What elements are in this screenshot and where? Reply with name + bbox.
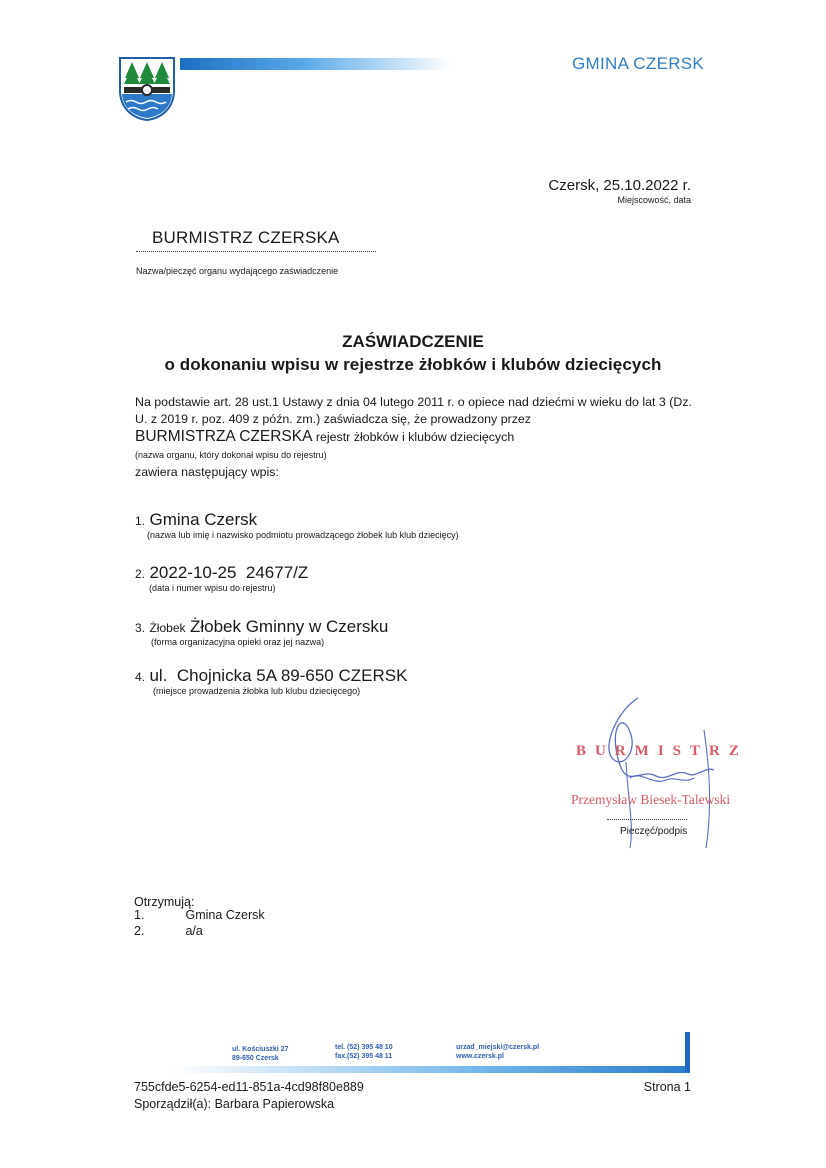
entry-value: ul. Chojnicka 5A 89-650 CZERSK <box>149 666 408 685</box>
entry-number: 3. <box>135 621 146 635</box>
issuer-caption: Nazwa/pieczęć organu wydającego zaświadczenie <box>136 266 339 276</box>
recipient-name: a/a <box>185 924 203 938</box>
footer-phone-line: tel. (52) 395 48 10 <box>335 1044 393 1051</box>
entry-number: 4. <box>135 670 146 684</box>
recipient-row <box>134 908 265 922</box>
entry-3 <box>135 617 388 647</box>
recipient-number: 2. <box>134 924 145 938</box>
footer-website[interactable]: www.czersk.pl <box>456 1053 504 1060</box>
municipal-coat-of-arms <box>118 56 176 122</box>
place-date-caption: Miejscowość, data <box>617 195 691 205</box>
footer-address <box>232 1045 288 1063</box>
footer-phone-line: fax.(52) 395 48 11 <box>335 1053 393 1060</box>
footer-gradient-bar <box>170 1066 690 1073</box>
footer-address-line: 89-650 Czersk <box>232 1055 279 1062</box>
entry-number: 1. <box>135 514 146 528</box>
issuer-dotted-line <box>136 251 376 252</box>
signature-dotted-line <box>607 819 687 820</box>
recipient-name: Gmina Czersk <box>185 908 265 922</box>
prepared-by: Sporządził(a): Barbara Papierowska <box>134 1097 335 1111</box>
entry-2 <box>135 563 308 593</box>
entry-value: Żłobek Gminny w Czersku <box>189 617 389 636</box>
recipient-row <box>134 924 203 938</box>
municipality-name: GMINA CZERSK <box>572 54 705 73</box>
signature-caption: Pieczęć/podpis <box>620 826 688 837</box>
footer-web <box>456 1043 539 1061</box>
entry-caption: (nazwa lub imię i nazwisko podmiotu prowadzącego żłobek lub klub dziecięcy) <box>147 530 459 540</box>
body-organ-name: BURMISTRZA CZERSKA <box>135 428 313 445</box>
entry-1 <box>135 510 459 540</box>
footer-address-line: ul. Kościuszki 27 <box>232 1046 289 1053</box>
body-organ-caption: (nazwa organu, który dokonał wpisu do rejestru) <box>135 450 327 460</box>
body-register: rejestr żłobków i klubów dziecięcych <box>315 430 515 444</box>
entry-number: 2. <box>135 567 146 581</box>
body-paragraph <box>135 394 700 481</box>
entry-value: 2022-10-25 24677/Z <box>149 563 309 582</box>
stamp-title: BURMISTRZ <box>576 743 748 759</box>
body-closing: zawiera następujący wpis: <box>135 465 279 479</box>
entry-4 <box>135 666 407 696</box>
header-gradient-bar <box>180 58 450 70</box>
document-title: ZAŚWIADCZENIE <box>342 332 484 351</box>
recipients-title: Otrzymują: <box>134 895 195 909</box>
issuer-name: BURMISTRZ CZERSKA <box>152 228 340 247</box>
entry-caption: (miejsce prowadzenia żłobka lub klubu dziecięcego) <box>153 686 361 696</box>
recipient-number: 1. <box>134 908 145 922</box>
entry-caption: (data i numer wpisu do rejestru) <box>149 583 276 593</box>
entry-prefix: Żłobek <box>149 621 186 635</box>
body-intro: Na podstawie art. 28 ust.1 Ustawy z dnia 04 lutego 2011 r. o opiece nad dziećmi w wieku do lat 3 (Dz. U. z 2019 r. poz. 409 z późn. zm.) zaświadcza się, że prowadzony przez <box>135 395 692 426</box>
footer-phones <box>335 1043 393 1061</box>
document-subtitle: o dokonaniu wpisu w rejestrze żłobków i klubów dziecięcych <box>164 355 662 374</box>
page-number: Strona 1 <box>643 1080 691 1094</box>
footer-vertical-bar <box>685 1032 690 1072</box>
entry-value: Gmina Czersk <box>149 510 258 529</box>
footer-email[interactable]: urzad_miejski@czersk.pl <box>456 1044 540 1051</box>
document-id: 755cfde5-6254-ed11-851a-4cd98f80e889 <box>134 1080 364 1094</box>
stamp-name: Przemysław Biesek-Talewski <box>571 792 731 807</box>
entry-caption: (forma organizacyjna opieki oraz jej nazwa) <box>151 637 325 647</box>
place-date: Czersk, 25.10.2022 r. <box>548 177 691 194</box>
